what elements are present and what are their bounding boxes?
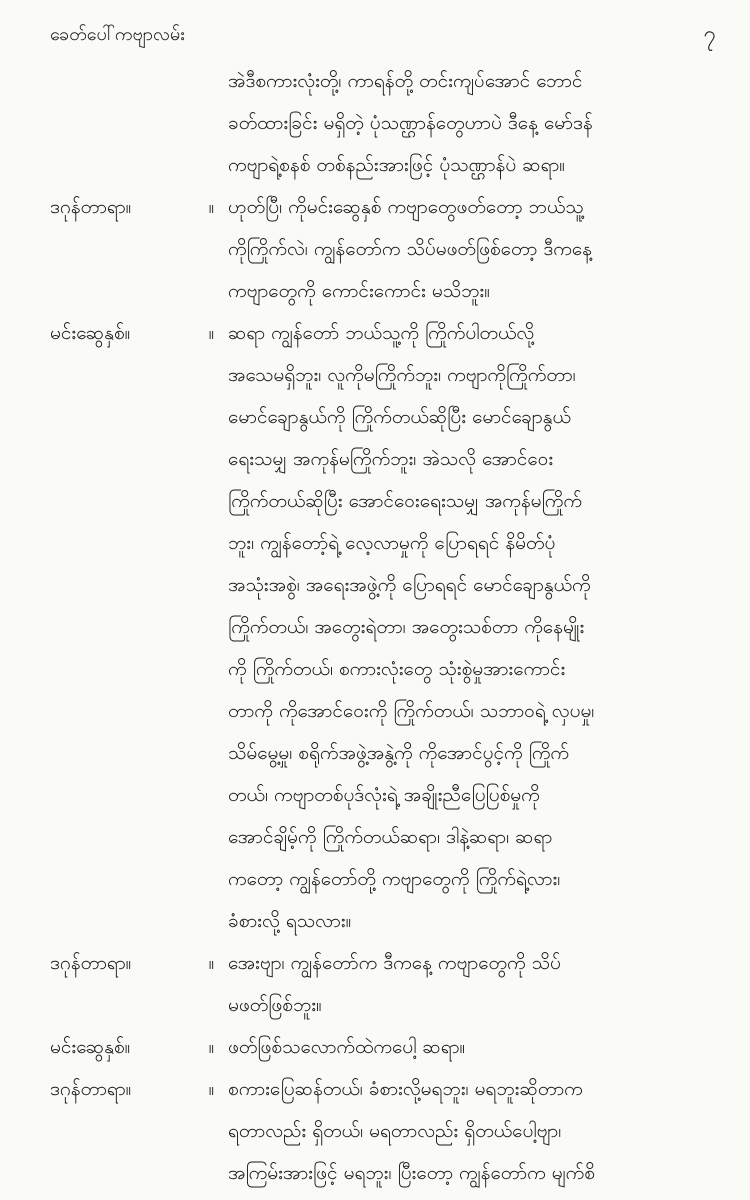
text-line: ကြိုက်တယ်၊ အတွေးရဲတာ၊ အတွေးသစ်တာ ကိုနေမျိုး [228,616,585,638]
intro-paragraph [50,60,722,186]
speaker-name: ဒဂုန်တာရာ။ [50,196,132,218]
page-header [50,18,722,52]
dialogue-turn [50,1026,722,1068]
text-line: မဖတ်ဖြစ်ဘူး။ [228,994,322,1016]
text-line: ကို ကြိုက်တယ်၊ စကားလုံးတွေ သုံးစွဲမှုအားကောင်း [228,658,566,680]
text-line: အသုံးအစွဲ၊ အရေးအဖွဲ့ကို ပြောရရင် မောင်ချောနွယ်ကို [228,574,591,596]
text-line: သိမ်မွေ့မှု၊ စရိုက်အဖွဲ့အနွဲ့ကို ကိုအောင်ပွင့်ကို ကြိုက် [228,742,570,764]
speaker-separator: ။ [208,1078,215,1100]
page-number: ၇ [703,21,716,47]
text-line: ဖတ်ဖြစ်သလောက်ထဲကပေါ့ ဆရာ။ [228,1036,466,1058]
text-line: အကြမ်းအားဖြင့် မရဘူး၊ ပြီးတော့ ကျွန်တော်က မျက်စိ [228,1162,595,1184]
text-line: ကဗျာရဲ့စနစ် တစ်နည်းအားဖြင့် ပုံသဏ္ဌာန်ပဲ ဆရာ။ [228,154,566,176]
text-line: တာကို ကိုအောင်ဝေးကို ကြိုက်တယ်၊ သဘာဝရဲ့ လှပမှု၊ [228,700,595,722]
speaker-separator: ။ [208,196,215,218]
text-line: ဟုတ်ပြီ၊ ကိုမင်းဆွေနှစ် ကဗျာတွေဖတ်တော့ ဘယ်သူ့ [228,196,584,218]
text-line: ရေးသမျှ အကုန်မကြိုက်ဘူး၊ အဲသလို အောင်ဝေး [228,448,554,470]
text-line: ကိုကြိုက်လဲ၊ ကျွန်တော်က သိပ်မဖတ်ဖြစ်တော့ ဒီကနေ့ [228,238,592,260]
body-text [50,60,722,1194]
text-line: ကြိုက်တယ်ဆိုပြီး အောင်ဝေးရေးသမျှ အကုန်မကြိုက် [228,490,582,512]
text-line: ကဗျာတွေကို ကောင်းကောင်း မသိဘူး။ [228,280,491,302]
text-line: အေးဗျာ၊ ကျွန်တော်က ဒီကနေ့ ကဗျာတွေကို သိပ် [228,952,561,974]
speaker-separator: ။ [208,322,215,344]
dialogue-turn [50,1068,722,1194]
speaker-separator: ။ [208,1036,215,1058]
speaker-separator: ။ [208,952,215,974]
speaker-name: ဒဂုန်တာရာ။ [50,1078,132,1100]
text-line: ရတာလည်း ရှိတယ်၊ မရတာလည်း ရှိတယ်ပေါ့ဗျာ၊ [228,1120,562,1142]
dialogue-turn [50,942,722,1026]
text-line: ခတ်ထားခြင်း မရှိတဲ့ ပုံသဏ္ဌာန်တွေဟာပဲ ဒီနေ့ မော်ဒန် [228,112,593,134]
text-line: ဘူး၊ ကျွန်တော့်ရဲ့ လေ့လာမှုကို ပြောရရင် နိမိတ်ပုံ [228,532,556,554]
speaker-name: မင်းဆွေနှစ်။ [50,1036,131,1058]
speaker-name: ဒဂုန်တာရာ။ [50,952,132,974]
text-line: စကားပြေဆန်တယ်၊ ခံစားလို့မရဘူး၊ မရဘူးဆိုတာက [228,1078,583,1100]
text-line: ခံစားလို့ ရသလား။ [228,910,352,932]
text-line: ဆရာ ကျွန်တော် ဘယ်သူ့ကို ကြိုက်ပါတယ်လို့ [228,322,535,344]
running-title: ခေတ်ပေါ်ကဗျာလမ်း [50,23,185,45]
text-line: အဲဒီစကားလုံးတို့၊ ကာရန်တို့ တင်းကျပ်အောင် ဘောင် [228,70,583,92]
text-line: ကတော့ ကျွန်တော်တို့ ကဗျာတွေကို ကြိုက်ရဲ့လား၊ [228,868,561,890]
dialogue-turn [50,312,722,942]
dialogue-turn [50,186,722,312]
text-line: တယ်၊ ကဗျာတစ်ပုဒ်လုံးရဲ့ အချိုးညီပြေပြစ်မှုကို [228,784,540,806]
text-line: အသေမရှိဘူး၊ လူကိုမကြိုက်ဘူး၊ ကဗျာကိုကြိုက်တာ၊ [228,364,576,386]
text-line: အောင်ချိမ့်ကို ကြိုက်တယ်ဆရာ၊ ဒါနဲ့ဆရာ၊ ဆရာ [228,826,553,848]
speaker-name: မင်းဆွေနှစ်။ [50,322,131,344]
text-line: မောင်ချောနွယ်ကို ကြိုက်တယ်ဆိုပြီး မောင်ချောနွယ် [228,406,571,428]
